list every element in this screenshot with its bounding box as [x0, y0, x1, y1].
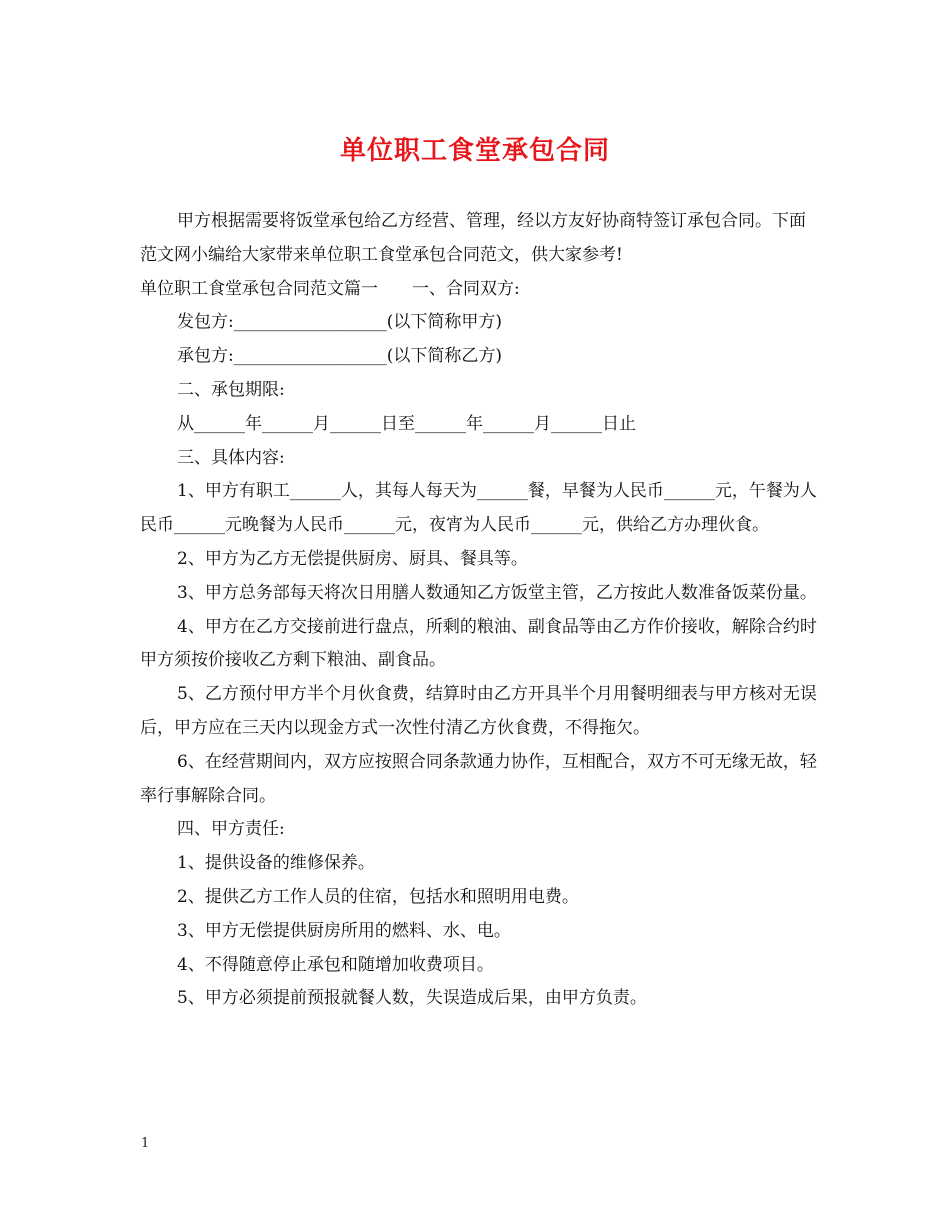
duty-1: 1、提供设备的维修保养。 [177, 853, 375, 874]
clause-4: 4、甲方在乙方交接前进行盘点，所剩的粮油、副食品等由乙方作价接收，解除合约时甲方须按价接收乙方剩下粮油、副食品。 [140, 616, 817, 671]
section-heading-parties: 单位职工食堂承包合同范文篇一 一、合同双方: [140, 278, 520, 299]
clause-3: 3、甲方总务部每天将次日用膳人数通知乙方饭堂主管，乙方按此人数准备饭菜份量。 [177, 582, 817, 603]
duty-3: 3、甲方无偿提供厨房所用的燃料、水、电。 [177, 920, 511, 941]
clause-1: 1、甲方有职工______人，其每人每天为______餐，早餐为人民币______元，午餐为人民币______元晚餐为人民币______元，夜宵为人民币______元，供给乙方办理伙食。 [140, 481, 817, 536]
intro-paragraph: 甲方根据需要将饭堂承包给乙方经营、管理，经以方友好协商特签订承包合同。下面范文网小编给大家带来单位职工食堂承包合同范文，供大家参考! [140, 211, 806, 265]
section-heading-term: 二、承包期限: [177, 379, 285, 400]
clause-6: 6、在经营期间内，双方应按照合同条款通力协作，互相配合，双方不可无缘无故，轻率行事解除合同。 [140, 751, 817, 806]
clause-2: 2、甲方为乙方无偿提供厨房、厨具、餐具等。 [177, 548, 528, 569]
duty-5: 5、甲方必须提前预报就餐人数，失误造成后果，由甲方负责。 [177, 988, 647, 1009]
section-heading-content: 三、具体内容: [177, 447, 285, 468]
clause-5: 5、乙方预付甲方半个月伙食费，结算时由乙方开具半个月用餐明细表与甲方核对无误后，甲方应在三天内以现金方式一次性付清乙方伙食费，不得拖欠。 [140, 684, 817, 738]
contractee-line: 承包方:__________________(以下简称乙方) [177, 346, 502, 367]
term-line: 从______年______月______日至______年______月______日止 [177, 413, 636, 434]
section-heading-party-a-duties: 四、甲方责任: [177, 819, 285, 840]
document-title: 单位职工食堂承包合同 [339, 136, 610, 166]
contractor-line: 发包方:__________________(以下简称甲方) [177, 312, 502, 333]
duty-4: 4、不得随意停止承包和随增加收费项目。 [177, 954, 494, 975]
document-body [140, 205, 820, 1016]
page-number: 1 [141, 1136, 150, 1151]
duty-2: 2、提供乙方工作人员的住宿，包括水和照明用电费。 [177, 886, 579, 907]
